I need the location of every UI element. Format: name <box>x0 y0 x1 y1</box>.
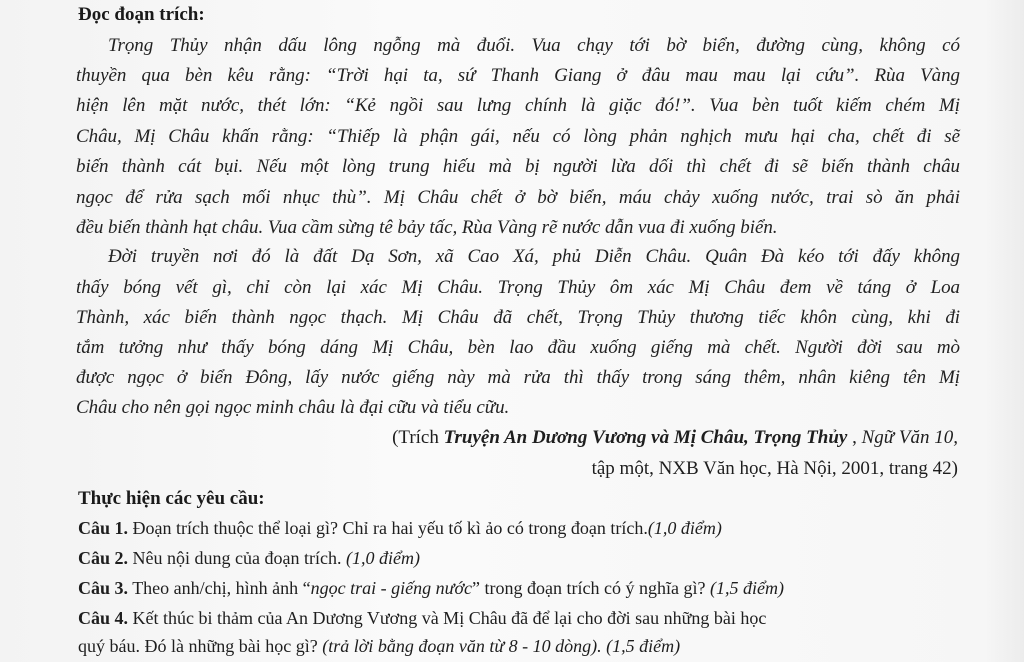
question-mark: (1,0 điểm) <box>647 518 722 538</box>
question-text: Theo anh/chị, hình ảnh “ <box>128 578 311 598</box>
question-3 <box>78 578 784 599</box>
source-publication: tập một, NXB Văn học, Hà Nội, 2001, trang 42) <box>591 458 958 479</box>
passage-line: ngọc để rửa sạch mối nhục thù”. Mị Châu chết ở bờ biển, máu chảy xuống nước, trai sò ăn phải <box>76 187 960 208</box>
passage-line: được ngọc ở biển Đông, lấy nước giếng này mà rửa thì thấy trong sáng thêm, nhân kiêng tên Mị <box>76 367 960 388</box>
question-quote: ngọc trai - giếng nước <box>310 578 473 598</box>
question-label: Câu 2. <box>78 548 129 568</box>
passage-line: Đời truyền nơi đó là đất Dạ Sơn, xã Cao Xá, phủ Diễn Châu. Quân Đà kéo tới đấy không <box>108 246 960 267</box>
question-label: Câu 3. <box>78 578 129 598</box>
question-label: Câu 4. <box>78 608 129 628</box>
passage-line: thuyền qua bèn kêu rằng: “Trời hại ta, sứ Thanh Giang ở đâu mau mau lại cứu”. Rùa Vàng <box>76 65 960 86</box>
question-mark: (1,5 điểm) <box>709 578 784 598</box>
passage-line: hiện lên mặt nước, thét lớn: “Kẻ ngồi sau lưng chính là giặc đó!”. Vua bèn tuốt kiếm chém Mị <box>76 95 960 116</box>
question-text: Nêu nội dung của đoạn trích. <box>128 548 346 568</box>
passage-line: biến thành cát bụi. Nếu một lòng trung hiếu mà bị người lừa dối thì chết đi sẽ biến thành châu <box>76 156 960 177</box>
question-text: Đoạn trích thuộc thể loại gì? Chỉ ra hai yếu tố kì ảo có trong đoạn trích. <box>128 518 648 538</box>
question-text: quý báu. Đó là những bài học gì? <box>78 636 323 656</box>
source-separator: , <box>847 427 862 448</box>
question-mark: (1,0 điểm) <box>345 548 420 568</box>
question-text: Kết thúc bi thảm của An Dương Vương và Mị Châu đã để lại cho đời sau những bài học <box>128 608 767 628</box>
source-citation <box>392 427 958 449</box>
passage-line: đều biến thành hạt châu. Vua cầm sừng tê bảy tấc, Rùa Vàng rẽ nước dẫn vua đi xuống biển. <box>76 217 778 238</box>
page-edge-shadow <box>984 0 1024 662</box>
passage-line: thấy bóng vết gì, chỉ còn lại xác Mị Châu. Trọng Thủy ôm xác Mị Châu đem về táng ở Loa <box>76 277 960 298</box>
tasks-title: Thực hiện các yêu cầu: <box>78 488 265 509</box>
question-note: (trả lời bằng đoạn văn từ 8 - 10 dòng). (1,5 điểm) <box>322 636 681 656</box>
passage-line: Châu, Mị Châu khấn rằng: “Thiếp là phận gái, nếu có lòng phản nghịch mưu hại cha, chết đi sẽ <box>76 126 960 147</box>
passage-line: tắm tưởng như thấy bóng dáng Mị Châu, bèn lao đầu xuống giếng mà chết. Người đời sau mò <box>76 337 960 358</box>
question-4-continued <box>78 636 680 657</box>
question-2 <box>78 548 420 569</box>
question-label: Câu 1. <box>78 518 129 538</box>
question-1 <box>78 518 722 539</box>
reading-title: Đọc đoạn trích: <box>78 4 205 25</box>
source-prefix: (Trích <box>392 427 444 448</box>
passage-line: Thành, xác biến thành ngọc thạch. Mị Châu đã chết, Trọng Thủy thương tiếc khôn cùng, khi đi <box>76 307 960 328</box>
passage-line: Trọng Thủy nhận dấu lông ngỗng mà đuổi. Vua chạy tới bờ biển, đường cùng, không có <box>108 35 960 56</box>
passage-line: Châu cho nên gọi ngọc minh châu là đại cữu và tiểu cữu. <box>76 397 510 418</box>
question-tail: ” trong đoạn trích có ý nghĩa gì? <box>472 578 710 598</box>
question-4 <box>78 608 766 629</box>
source-book: Ngữ Văn 10, <box>861 427 958 448</box>
source-work-title: Truyện An Dương Vương và Mị Châu, Trọng Thủy <box>443 427 848 448</box>
